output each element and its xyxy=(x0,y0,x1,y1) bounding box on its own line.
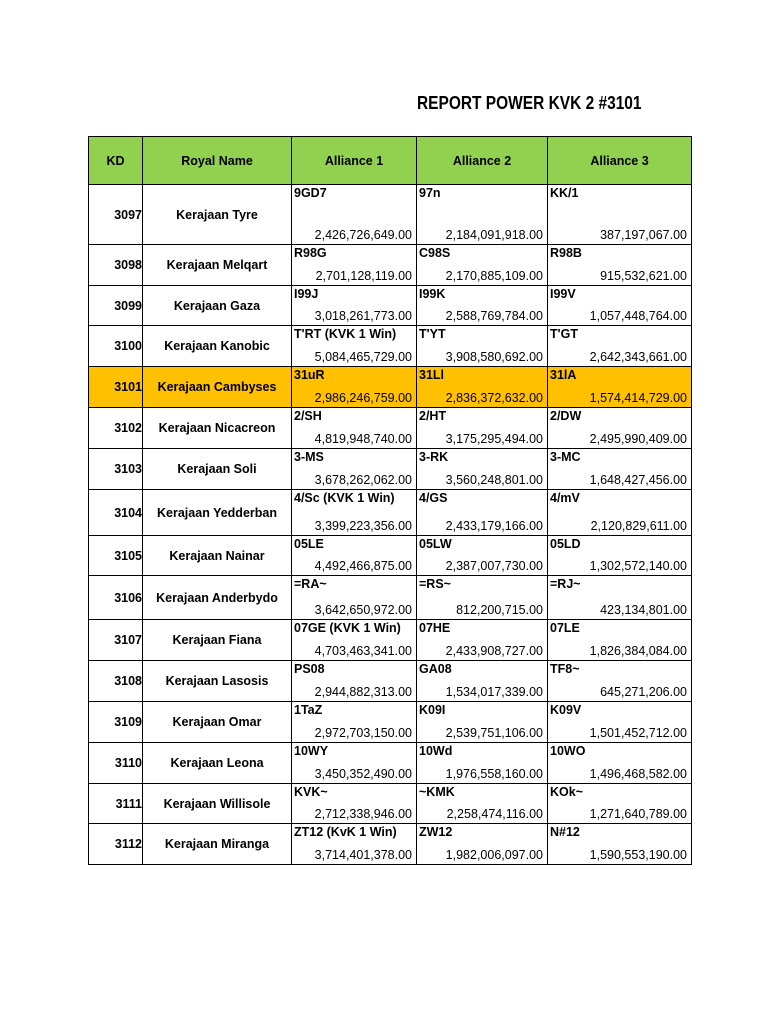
alliance-power-value: 915,532,621.00 xyxy=(600,269,687,283)
alliance-tag: 07GE (KVK 1 Win) xyxy=(294,621,401,635)
alliance-power-value: 3,560,248,801.00 xyxy=(445,473,543,487)
kd-cell: 3100 xyxy=(89,326,143,367)
alliance-power-value: 2,836,372,632.00 xyxy=(445,391,543,405)
alliance-power-value: 2,701,128,119.00 xyxy=(315,269,412,283)
alliance-tag: R98B xyxy=(550,246,582,260)
alliance-power-value: 2,258,474,116.00 xyxy=(446,807,543,821)
alliance-1-cell xyxy=(292,576,417,620)
alliance-3-cell xyxy=(548,620,692,661)
alliance-power-value: 812,200,715.00 xyxy=(456,603,543,617)
alliance-power-value: 645,271,206.00 xyxy=(600,685,687,699)
alliance-tag: GA08 xyxy=(419,662,452,676)
alliance-tag: ZW12 xyxy=(419,825,453,839)
table-row xyxy=(89,326,692,367)
alliance-power-value: 4,819,948,740.00 xyxy=(314,432,412,446)
alliance-tag: C98S xyxy=(419,246,451,260)
alliance-power-value: 1,302,572,140.00 xyxy=(589,559,687,573)
alliance-tag: 31uR xyxy=(294,368,325,382)
header-row xyxy=(89,137,692,185)
table-row xyxy=(89,185,692,245)
alliance-3-cell xyxy=(548,824,692,865)
power-report-table xyxy=(88,136,692,865)
alliance-1-cell xyxy=(292,185,417,245)
kd-cell: 3110 xyxy=(89,743,143,784)
royal-name-cell: Kerajaan Soli xyxy=(143,449,292,490)
table-row xyxy=(89,824,692,865)
kd-cell: 3097 xyxy=(89,185,143,245)
kd-cell: 3111 xyxy=(89,784,143,824)
column-header-alliance-1: Alliance 1 xyxy=(292,137,417,185)
alliance-power-value: 2,495,990,409.00 xyxy=(589,432,687,446)
alliance-power-value: 3,678,262,062.00 xyxy=(314,473,412,487)
column-header-royal-name: Royal Name xyxy=(143,137,292,185)
alliance-2-cell xyxy=(417,743,548,784)
alliance-tag: I99K xyxy=(419,287,446,301)
alliance-1-cell xyxy=(292,620,417,661)
royal-name-cell: Kerajaan Melqart xyxy=(143,245,292,286)
table-row xyxy=(89,367,692,408)
alliance-2-cell xyxy=(417,620,548,661)
alliance-2-cell xyxy=(417,536,548,576)
alliance-1-cell xyxy=(292,536,417,576)
alliance-2-cell xyxy=(417,245,548,286)
alliance-1-cell xyxy=(292,702,417,743)
alliance-3-cell xyxy=(548,536,692,576)
alliance-power-value: 5,084,465,729.00 xyxy=(314,350,412,364)
column-header-alliance-2: Alliance 2 xyxy=(417,137,548,185)
alliance-power-value: 1,057,448,764.00 xyxy=(589,309,687,323)
alliance-tag: KVK~ xyxy=(294,785,328,799)
alliance-tag: 3-RK xyxy=(419,450,449,464)
alliance-2-cell xyxy=(417,824,548,865)
alliance-1-cell xyxy=(292,661,417,702)
report-title: REPORT POWER KVK 2 #3101 xyxy=(417,93,642,113)
alliance-power-value: 2,712,338,946.00 xyxy=(314,807,412,821)
kd-cell: 3105 xyxy=(89,536,143,576)
alliance-tag: KOk~ xyxy=(550,785,584,799)
alliance-2-cell xyxy=(417,367,548,408)
kd-cell: 3099 xyxy=(89,286,143,326)
alliance-tag: PS08 xyxy=(294,662,325,676)
table-row xyxy=(89,661,692,702)
alliance-tag: 4/GS xyxy=(419,491,448,505)
alliance-power-value: 2,642,343,661.00 xyxy=(589,350,687,364)
alliance-1-cell xyxy=(292,408,417,449)
alliance-power-value: 4,703,463,341.00 xyxy=(314,644,412,658)
alliance-tag: 05LW xyxy=(419,537,452,551)
alliance-1-cell xyxy=(292,743,417,784)
royal-name-cell: Kerajaan Kanobic xyxy=(143,326,292,367)
alliance-2-cell xyxy=(417,449,548,490)
kd-cell: 3102 xyxy=(89,408,143,449)
alliance-2-cell xyxy=(417,702,548,743)
alliance-2-cell xyxy=(417,661,548,702)
alliance-2-cell xyxy=(417,576,548,620)
alliance-power-value: 1,982,006,097.00 xyxy=(445,848,543,862)
alliance-2-cell xyxy=(417,490,548,536)
table-row xyxy=(89,245,692,286)
alliance-tag: 10WY xyxy=(294,744,329,758)
table-row xyxy=(89,449,692,490)
alliance-power-value: 2,170,885,109.00 xyxy=(445,269,543,283)
alliance-power-value: 3,175,295,494.00 xyxy=(445,432,543,446)
alliance-tag: 31Ll xyxy=(419,368,445,382)
alliance-3-cell xyxy=(548,784,692,824)
royal-name-cell: Kerajaan Fiana xyxy=(143,620,292,661)
royal-name-cell: Kerajaan Cambyses xyxy=(143,367,292,408)
alliance-power-value: 1,496,468,582.00 xyxy=(589,767,687,781)
kd-cell: 3107 xyxy=(89,620,143,661)
alliance-2-cell xyxy=(417,408,548,449)
alliance-tag: T'GT xyxy=(550,327,578,341)
alliance-power-value: 3,642,650,972.00 xyxy=(314,603,412,617)
alliance-tag: 97n xyxy=(419,186,441,200)
royal-name-cell: Kerajaan Leona xyxy=(143,743,292,784)
alliance-tag: T'YT xyxy=(419,327,446,341)
alliance-power-value: 387,197,067.00 xyxy=(600,228,687,242)
alliance-tag: ~KMK xyxy=(419,785,455,799)
kd-cell: 3108 xyxy=(89,661,143,702)
alliance-tag: 05LE xyxy=(294,537,324,551)
alliance-1-cell xyxy=(292,449,417,490)
table-row xyxy=(89,576,692,620)
royal-name-cell: Kerajaan Omar xyxy=(143,702,292,743)
alliance-2-cell xyxy=(417,286,548,326)
alliance-tag: 4/mV xyxy=(550,491,580,505)
column-header-kd: KD xyxy=(89,137,143,185)
alliance-3-cell xyxy=(548,490,692,536)
alliance-tag: ZT12 (KvK 1 Win) xyxy=(294,825,397,839)
table-row xyxy=(89,702,692,743)
alliance-power-value: 2,986,246,759.00 xyxy=(314,391,412,405)
table-row xyxy=(89,286,692,326)
alliance-1-cell xyxy=(292,245,417,286)
royal-name-cell: Kerajaan Miranga xyxy=(143,824,292,865)
alliance-tag: TF8~ xyxy=(550,662,580,676)
alliance-tag: 05LD xyxy=(550,537,581,551)
alliance-power-value: 2,539,751,106.00 xyxy=(445,726,543,740)
royal-name-cell: Kerajaan Willisole xyxy=(143,784,292,824)
alliance-tag: K09V xyxy=(550,703,582,717)
alliance-1-cell xyxy=(292,367,417,408)
alliance-power-value: 1,574,414,729.00 xyxy=(589,391,687,405)
kd-cell: 3109 xyxy=(89,702,143,743)
alliance-3-cell xyxy=(548,245,692,286)
alliance-power-value: 3,450,352,490.00 xyxy=(314,767,412,781)
alliance-power-value: 1,826,384,084.00 xyxy=(589,644,687,658)
alliance-tag: I99V xyxy=(550,287,576,301)
alliance-tag: 2/SH xyxy=(294,409,322,423)
alliance-power-value: 1,534,017,339.00 xyxy=(445,685,543,699)
alliance-tag: T'RT (KVK 1 Win) xyxy=(294,327,397,341)
alliance-tag: 1TaZ xyxy=(294,703,323,717)
alliance-power-value: 2,184,091,918.00 xyxy=(445,228,543,242)
alliance-power-value: 2,120,829,611.00 xyxy=(590,519,687,533)
alliance-2-cell xyxy=(417,784,548,824)
royal-name-cell: Kerajaan Nainar xyxy=(143,536,292,576)
alliance-power-value: 2,426,726,649.00 xyxy=(314,228,412,242)
alliance-1-cell xyxy=(292,490,417,536)
alliance-power-value: 1,271,640,789.00 xyxy=(589,807,687,821)
alliance-tag: =RA~ xyxy=(294,577,327,591)
royal-name-cell: Kerajaan Tyre xyxy=(143,185,292,245)
alliance-3-cell xyxy=(548,702,692,743)
alliance-2-cell xyxy=(417,185,548,245)
alliance-power-value: 1,501,452,712.00 xyxy=(589,726,687,740)
alliance-power-value: 2,387,007,730.00 xyxy=(445,559,543,573)
kd-cell: 3104 xyxy=(89,490,143,536)
alliance-3-cell xyxy=(548,367,692,408)
alliance-tag: 3-MC xyxy=(550,450,581,464)
kd-cell: 3101 xyxy=(89,367,143,408)
alliance-power-value: 1,976,558,160.00 xyxy=(445,767,543,781)
column-header-alliance-3: Alliance 3 xyxy=(548,137,692,185)
table-row xyxy=(89,784,692,824)
alliance-tag: 2/HT xyxy=(419,409,447,423)
alliance-tag: KK/1 xyxy=(550,186,579,200)
alliance-power-value: 2,944,882,313.00 xyxy=(314,685,412,699)
alliance-1-cell xyxy=(292,824,417,865)
alliance-3-cell xyxy=(548,576,692,620)
alliance-tag: =RS~ xyxy=(419,577,451,591)
alliance-3-cell xyxy=(548,743,692,784)
alliance-power-value: 4,492,466,875.00 xyxy=(314,559,412,573)
alliance-tag: I99J xyxy=(294,287,319,301)
royal-name-cell: Kerajaan Nicacreon xyxy=(143,408,292,449)
alliance-3-cell xyxy=(548,661,692,702)
alliance-3-cell xyxy=(548,286,692,326)
alliance-tag: 2/DW xyxy=(550,409,582,423)
alliance-3-cell xyxy=(548,449,692,490)
alliance-power-value: 1,590,553,190.00 xyxy=(589,848,687,862)
alliance-tag: 10WO xyxy=(550,744,586,758)
alliance-tag: 4/Sc (KVK 1 Win) xyxy=(294,491,395,505)
royal-name-cell: Kerajaan Yedderban xyxy=(143,490,292,536)
alliance-tag: 07HE xyxy=(419,621,451,635)
royal-name-cell: Kerajaan Anderbydo xyxy=(143,576,292,620)
royal-name-cell: Kerajaan Lasosis xyxy=(143,661,292,702)
alliance-3-cell xyxy=(548,408,692,449)
alliance-tag: =RJ~ xyxy=(550,577,581,591)
table-row xyxy=(89,620,692,661)
alliance-3-cell xyxy=(548,185,692,245)
kd-cell: 3106 xyxy=(89,576,143,620)
alliance-2-cell xyxy=(417,326,548,367)
alliance-3-cell xyxy=(548,326,692,367)
alliance-tag: R98G xyxy=(294,246,327,260)
alliance-power-value: 423,134,801.00 xyxy=(600,603,687,617)
alliance-power-value: 2,972,703,150.00 xyxy=(314,726,412,740)
alliance-power-value: 3,399,223,356.00 xyxy=(314,519,412,533)
kd-cell: 3103 xyxy=(89,449,143,490)
alliance-tag: 9GD7 xyxy=(294,186,327,200)
table-row xyxy=(89,536,692,576)
kd-cell: 3098 xyxy=(89,245,143,286)
alliance-tag: 07LE xyxy=(550,621,580,635)
alliance-power-value: 1,648,427,456.00 xyxy=(589,473,687,487)
kd-cell: 3112 xyxy=(89,824,143,865)
alliance-tag: N#12 xyxy=(550,825,580,839)
alliance-tag: 10Wd xyxy=(419,744,453,758)
alliance-1-cell xyxy=(292,326,417,367)
table-row xyxy=(89,743,692,784)
alliance-power-value: 2,588,769,784.00 xyxy=(445,309,543,323)
alliance-power-value: 3,018,261,773.00 xyxy=(314,309,412,323)
alliance-tag: K09I xyxy=(419,703,446,717)
alliance-power-value: 2,433,179,166.00 xyxy=(445,519,543,533)
alliance-1-cell xyxy=(292,784,417,824)
alliance-power-value: 2,433,908,727.00 xyxy=(445,644,543,658)
alliance-power-value: 3,714,401,378.00 xyxy=(314,848,412,862)
royal-name-cell: Kerajaan Gaza xyxy=(143,286,292,326)
table-row xyxy=(89,408,692,449)
table-row xyxy=(89,490,692,536)
alliance-1-cell xyxy=(292,286,417,326)
alliance-power-value: 3,908,580,692.00 xyxy=(445,350,543,364)
alliance-tag: 3-MS xyxy=(294,450,324,464)
alliance-tag: 31lA xyxy=(550,368,577,382)
